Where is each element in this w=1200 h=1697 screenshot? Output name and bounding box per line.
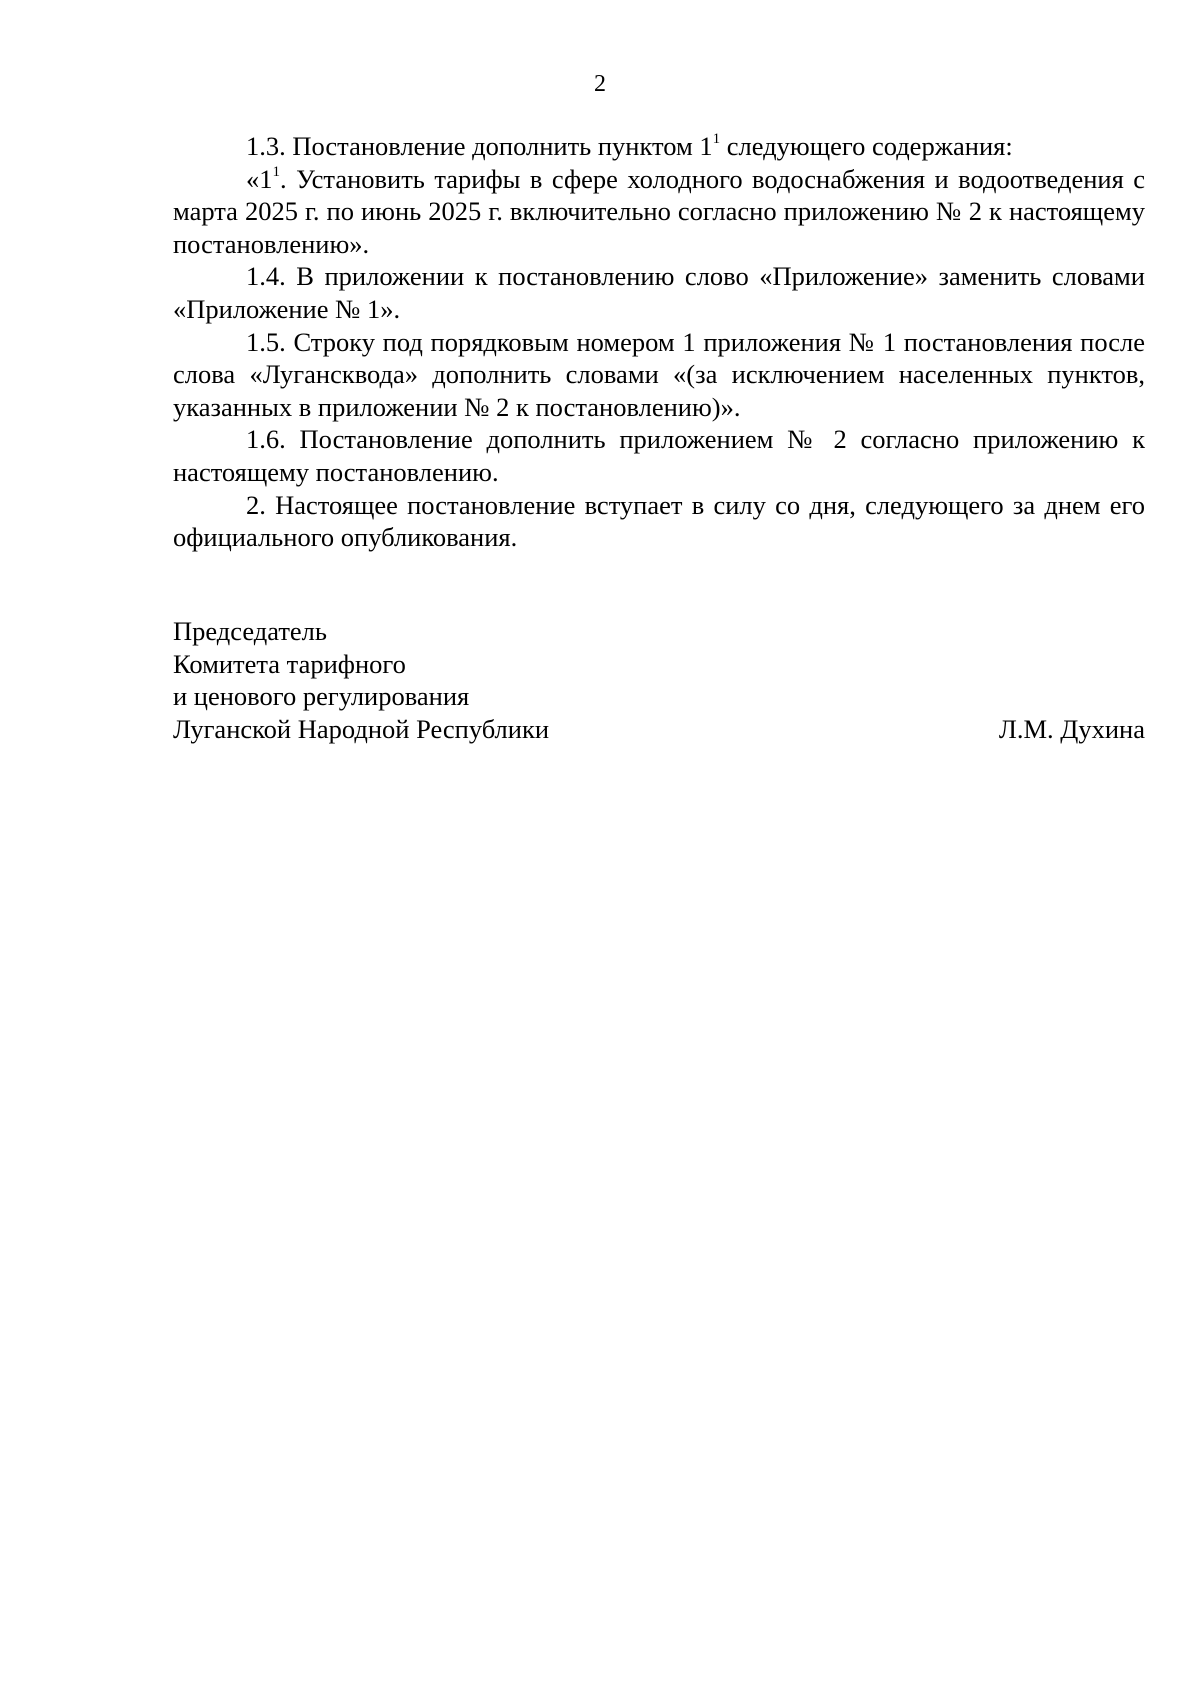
quote-text-start: «1: [246, 163, 273, 194]
paragraph-1-3-text: 1.3. Постановление дополнить пунктом 1: [246, 131, 713, 161]
signature-title-line-4: Луганской Народной Республики: [173, 713, 550, 744]
paragraph-1-4: 1.4. В приложении к постановлению слово «Приложение» заменить словами «Приложение № 1».: [173, 261, 1145, 324]
superscript-mark: 1: [712, 131, 721, 148]
signatory-name: Л.М. Духина: [998, 713, 1145, 744]
superscript-mark: 1: [272, 163, 280, 180]
paragraph-1-3: [173, 130, 1145, 163]
signature-block: [173, 615, 1145, 745]
signature-title-line-3: и ценового регулирования: [173, 681, 470, 712]
paragraph-1-5: 1.5. Строку под порядковым номером 1 приложения № 1 постановления после слова «Лугансквода» дополнить словами «(за исключением населенных пунктов, указанных в приложении № 2 к постановлению)».: [173, 326, 1145, 422]
quote-text-end: . Установить тарифы в сфере холодного водоснабжения и водоотведения с марта 2025 г. по июнь 2025 г. включительно согласно приложению № 2 к настоящему постановлению».: [173, 163, 1145, 259]
paragraph-1-6: 1.6. Постановление дополнить приложением № 2 согласно приложению к настоящему постановлению.: [173, 424, 1145, 487]
signature-title-line-2: Комитета тарифного: [173, 648, 406, 679]
paragraph-quote-1-1: [173, 163, 1145, 261]
paragraph-2: 2. Настоящее постановление вступает в силу со дня, следующего за днем его официального опубликования.: [173, 489, 1145, 553]
signature-title-line-1: Председатель: [173, 616, 327, 646]
page-number: 2: [594, 71, 606, 97]
document-body: [173, 130, 1145, 554]
paragraph-1-3-text-end: следующего содержания:: [720, 131, 1013, 161]
signature-final-line: [173, 713, 1145, 746]
